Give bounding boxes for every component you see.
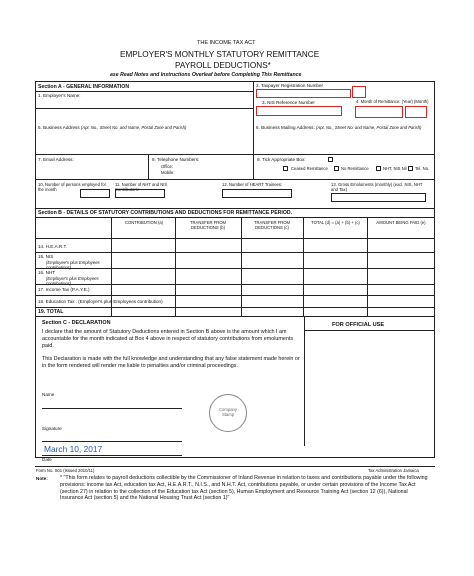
telephone-label: 8. Telephone Numbers: <box>152 157 200 162</box>
q12-input[interactable] <box>222 189 292 198</box>
date-label: Date <box>42 457 52 462</box>
tick-ceased-label: Ceased Remittance <box>291 166 328 171</box>
q12-label: 12. Number of HEART Trainees: <box>222 182 283 187</box>
official-use-heading: FOR OFFICIAL USE <box>332 322 385 328</box>
instructions-text: ase Read Notes and Instructions Overleaf before Completing This Remittance <box>110 72 302 78</box>
mobile-label: Mobile: <box>161 170 175 175</box>
tick-box-ceased[interactable] <box>283 166 288 171</box>
tick-box-nil[interactable] <box>376 166 381 171</box>
signature-label: Signature <box>42 426 62 431</box>
col-b-header: TRANSFER FROM DEDUCTIONS (b) <box>189 220 227 230</box>
tick-box-none[interactable] <box>334 166 339 171</box>
form-subtitle: PAYROLL DEDUCTIONS* <box>175 61 271 70</box>
section-c-heading: Section C - DECLARATION <box>42 320 111 326</box>
row-heart: 14. H.E.A.R.T. <box>38 244 68 249</box>
business-address-label: 5. Business Address (Apt. No., Street No. and Name, Postal Zone and Parish) <box>38 125 187 130</box>
declaration-1: I declare that the amount of Statutory Deductions entered in Section B above is the amount which I am accountable for the month indicated at Box 4 above in respect of statutory contributions from emoluments paid. <box>42 329 294 349</box>
nis-ref-label: 3. NIS Reference Number <box>262 100 315 105</box>
act-title: THE INCOME TAX ACT <box>197 40 256 46</box>
row-nht-note: (Employer's plus Employees contributions) <box>46 276 99 286</box>
email-label: 7. Email Address: <box>38 157 74 162</box>
tick-label: 9. Tick Appropriate Box: <box>257 157 306 162</box>
col-d-header: TOTAL (d) = (a) + (b) + (c) <box>311 220 360 225</box>
nis-ref-input[interactable] <box>256 106 342 116</box>
employer-name-label: 1. Employer's Name: <box>38 93 81 98</box>
month-year-input[interactable] <box>355 106 403 118</box>
trn-extra-box[interactable] <box>352 86 366 98</box>
month-label: 4. Month of Remittance: (Year) (Month) <box>356 99 429 104</box>
tick-tel-label: Tel. No. <box>415 166 430 171</box>
row-nis-note: (Employee's plus Employees contributions) <box>46 260 100 270</box>
row-total: 19. TOTAL <box>38 309 64 315</box>
col-a-header: CONTRIBUTION (a) <box>124 220 164 225</box>
mailing-address-label: 6. Business Mailing Address: (Apt. No., Street No. and Name, Postal Zone and Parish) <box>256 125 422 130</box>
footer-note: * "This form relates to payroll deductions collectible by the Commissioner of Inland Revenue in relation to taxes and contributions payable under the following provisions: income tax Act, education tax Act, H.E.A.R.T., N.I.S., and N.H.T. Act, contributions payable, or under certain provisions of the Income Tax Act (section 27) in relation to the collection of the Education tax Act (section 5), Human Employment and Resource Training Act (section 12 (6)), National Insurance Act (section 5) and the National Housing Trust Act (section 1)" <box>60 475 428 502</box>
company-stamp-label: Company Stamp <box>219 407 237 417</box>
form-number: Form No. S01 (Issued 2010/11) <box>36 468 95 473</box>
col-c-header: TRANSFER FROM DEDUCTIONS (c) <box>253 220 291 230</box>
q11-input[interactable] <box>115 189 165 198</box>
date-value[interactable]: March 10, 2017 <box>44 444 103 454</box>
tick-box-tel[interactable] <box>408 166 413 171</box>
tick-none-label: No Remittance <box>341 166 369 171</box>
row-education-tax: 18. Education Tax . (Employer's plus Employees contribution) <box>38 299 163 304</box>
section-a-heading: Section A - GENERAL INFORMATION <box>38 84 130 90</box>
q10-input[interactable] <box>80 189 110 198</box>
name-label: Name <box>42 392 55 397</box>
row-nht: 16. NHT <box>38 270 56 275</box>
col-e-header: AMOUNT BEING PAID (e) <box>376 220 426 225</box>
q10-label: 10. Number of persons employed for the month <box>38 182 106 192</box>
month-month-input[interactable] <box>405 106 427 118</box>
row-income-tax: 17. Income Tax (P.A.Y.E.) <box>38 287 90 292</box>
section-b-heading: Section B - DETAILS OF STATUTORY CONTRIBUTIONS AND DEDUCTIONS FOR REMITTANCE PERIOD. <box>38 210 293 216</box>
office-label: Office: <box>161 164 174 169</box>
tick-box-1[interactable] <box>328 157 333 162</box>
form-title: EMPLOYER'S MONTHLY STATUTORY REMITTANCE <box>120 50 320 59</box>
q13-input[interactable] <box>331 193 426 202</box>
tax-admin: Tax Administration Jamaica <box>368 468 419 473</box>
trn-label: 2. Taxpayer Registration Number <box>256 83 324 88</box>
q13-label: 13. Gross Emoluments (monthly) (excl. NIS, NHT and Tax) <box>331 182 423 192</box>
trn-input[interactable] <box>256 89 351 98</box>
tick-nil-label: NHT, NIS Nil <box>383 166 407 171</box>
row-nis: 15. NIS <box>38 254 54 259</box>
declaration-2: This Declaration is made with the full knowledge and understanding that any false statement made herein or in the form rendered will render me liable to penalties and/or criminal proceedings. <box>42 356 300 369</box>
q11-label: 11. Number of NHT and NIS Contributors: <box>115 182 168 192</box>
note-label: Note: <box>36 476 48 481</box>
